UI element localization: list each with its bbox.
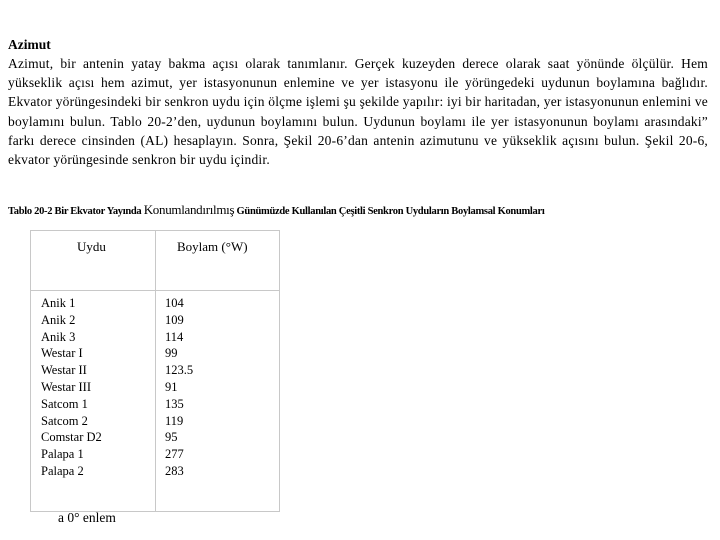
- table-cell-satellite: Westar I: [41, 346, 83, 361]
- table-cell-longitude: 91: [165, 379, 178, 394]
- table-cell-satellite: Satcom 2: [41, 413, 88, 428]
- table-cell-longitude: 99: [165, 346, 178, 361]
- table-cell-satellite: Anik 2: [41, 312, 76, 327]
- table-cell-satellite: Satcom 1: [41, 396, 88, 411]
- table-cell-satellite: Westar III: [41, 379, 92, 394]
- table-cell-longitude: 104: [165, 296, 184, 310]
- table-cell-longitude: 135: [165, 396, 184, 411]
- table-cell-longitude: 119: [165, 413, 184, 428]
- table-caption-end: Günümüzde Kullanılan Çeşitli Senkron Uyduların Boylamsal Konumları: [234, 206, 545, 217]
- table-cell-satellite: Anik 1: [41, 296, 76, 310]
- table-cell-longitude: 283: [165, 463, 184, 478]
- table-cell-satellite: Comstar D2: [41, 430, 102, 445]
- table-cell-satellite: Westar II: [41, 363, 87, 378]
- longitude-value-list: [165, 295, 193, 480]
- table-cell-longitude: 95: [165, 430, 178, 445]
- column-header-satellite: Uydu: [77, 239, 106, 254]
- table-footnote: a 0° enlem: [58, 510, 116, 525]
- table-column-divider: [155, 231, 156, 511]
- table-cell-satellite: Anik 3: [41, 329, 76, 344]
- table-cell-longitude: 114: [165, 329, 184, 344]
- body-paragraph: Azimut, bir antenin yatay bakma açısı olarak tanımlanır. Gerçek kuzeyden derece olarak saat yönünde ölçülür. Hem yükseklik açısı hem azimut, yer istasyonunun enlemine ve yer istasyonu ile yörüngedeki uydunun boylamına bağlıdır. Ekvator yörüngesindeki bir senkron uydu için ölçme işlemi şu şekilde yapılır: iyi bir haritadan, yer istasyonunun enlemini ve boylamını bulun. Tablo 20-2’den, uydunun boylamını bulun. Uydunun boylamı ile yer istasyonunun boylamı arasındaki” farkı derece cinsinden (AL) hesaplayın. Sonra, Şekil 20-6’dan antenin azimutunu ve yükseklik açısını bulun. Şekil 20-6, ekvator yörüngesinde senkron bir uydu içindir.: [8, 56, 708, 168]
- column-header-longitude: Boylam (°W): [177, 239, 248, 254]
- table-cell-satellite: Palapa 2: [41, 463, 84, 478]
- section-heading: Azimut: [8, 37, 51, 52]
- table-caption: [8, 202, 718, 218]
- table-cell-longitude: 109: [165, 312, 184, 327]
- table-cell-longitude: 277: [165, 447, 184, 462]
- satellite-longitude-table: [30, 230, 280, 512]
- table-caption-start: Tablo 20-2 Bir Ekvator Yayında: [8, 206, 144, 217]
- table-cell-satellite: Palapa 1: [41, 447, 84, 462]
- table-caption-mid: Konumlandırılmış: [143, 202, 235, 217]
- table-cell-longitude: 123.5: [165, 363, 194, 378]
- satellite-name-list: [41, 295, 102, 480]
